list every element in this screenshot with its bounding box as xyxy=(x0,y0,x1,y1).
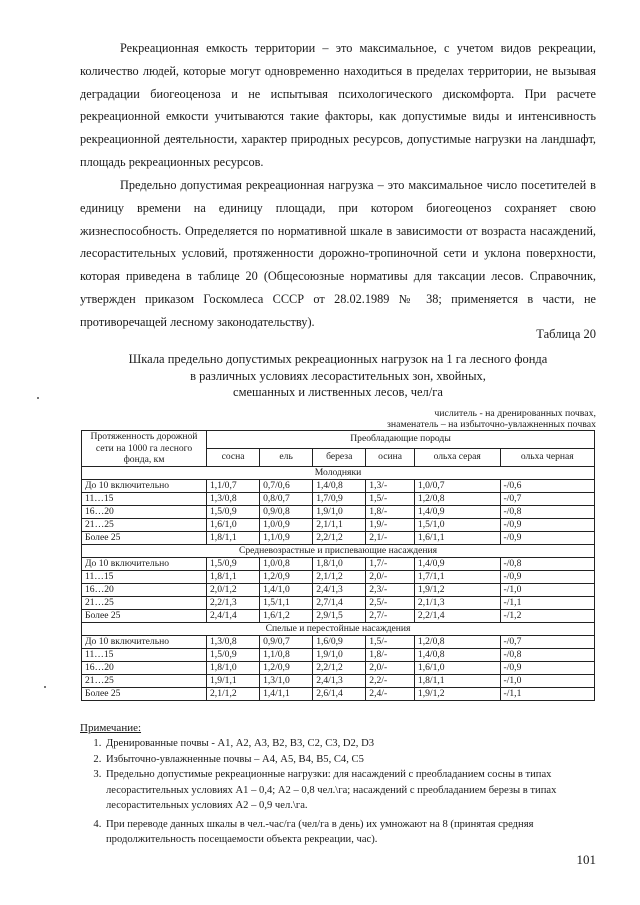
paragraph-max-recreational-load: Предельно допустимая рекреационная нагрузка – это максимальное число посетителей в единицу времени на единицу площади, при котором биогеоценоз сохраняет свою жизнеспособность. Определяется по нормативной шкале в зависимости от возраста насаждений, лесорастительных условий, протяженности дорожно-тропиночной сети и уклона поверхности, которая приведена в таблице 20 (Общесоюзные нормативы для таксации лесов. Справочник, утвержден приказом Госкомлеса СССР от 28.02.1989 № 38; применяется в части, не противоречащей лесному законодательству). xyxy=(80,178,596,329)
header-species: осина xyxy=(366,448,415,466)
load-value-cell: -/0,9 xyxy=(500,570,594,583)
load-value-cell: 2,6/1,4 xyxy=(313,687,366,700)
load-value-cell: 2,4/1,3 xyxy=(313,674,366,687)
table-label: Таблица 20 xyxy=(536,327,596,341)
load-value-cell: 1,3/0,8 xyxy=(207,635,260,648)
header-species: ель xyxy=(260,448,313,466)
note-item: 3. Предельно допустимые рекреационные нагрузки: для насаждений с преобладанием сосны в типах лесорастительных условиях А1 – 0,4; А2 – 0,8 чел.\га; насаждений с преобладанием березы в типах лесорастительных условиях А2 – 0,9 чел.\га. xyxy=(104,767,618,814)
load-value-cell: -/1,1 xyxy=(500,687,594,700)
table-row xyxy=(82,531,595,544)
header-species: ольха серая xyxy=(414,448,500,466)
load-value-cell: 2,2/1,4 xyxy=(414,609,500,622)
note-item: 1. Дренированные почвы - А1, А2, А3, В2, В3, С2, С3, D2, D3 xyxy=(104,736,618,752)
notes-list xyxy=(80,736,618,848)
load-value-cell: 1,6/1,1 xyxy=(414,531,500,544)
load-value-cell: 1,5/1,0 xyxy=(414,518,500,531)
load-value-cell: 1,8/1,1 xyxy=(207,570,260,583)
load-value-cell: 2,2/- xyxy=(366,674,415,687)
table-row xyxy=(82,635,595,648)
load-value-cell: 1,2/0,8 xyxy=(414,492,500,505)
load-value-cell: 1,6/0,9 xyxy=(313,635,366,648)
load-value-cell: -/1,1 xyxy=(500,596,594,609)
load-value-cell: 1,7/1,1 xyxy=(414,570,500,583)
load-value-cell: 2,4/1,3 xyxy=(313,583,366,596)
load-value-cell: 2,1/- xyxy=(366,531,415,544)
load-value-cell: 1,5/0,9 xyxy=(207,505,260,518)
load-value-cell: 1,4/1,0 xyxy=(260,583,313,596)
table-row xyxy=(82,674,595,687)
load-value-cell: 1,4/1,1 xyxy=(260,687,313,700)
load-value-cell: 1,8/1,0 xyxy=(207,661,260,674)
load-value-cell: 1,9/1,2 xyxy=(414,583,500,596)
load-value-cell: 2,1/1,2 xyxy=(207,687,260,700)
header-dominant-species: Преобладающие породы xyxy=(207,431,595,449)
load-value-cell: 2,7/- xyxy=(366,609,415,622)
load-value-cell: 2,0/1,2 xyxy=(207,583,260,596)
table-row xyxy=(82,557,595,570)
load-value-cell: 1,9/1,1 xyxy=(207,674,260,687)
header-road-length: Протяженность дорожной сети на 1000 га лесного фонда, км xyxy=(82,431,207,467)
load-value-cell: 1,5/- xyxy=(366,635,415,648)
load-value-cell: 2,3/- xyxy=(366,583,415,596)
road-length-cell: 16…20 xyxy=(82,505,207,518)
load-value-cell: 1,5/- xyxy=(366,492,415,505)
load-value-cell: -/0,7 xyxy=(500,635,594,648)
load-value-cell: 1,3/1,0 xyxy=(260,674,313,687)
table-row xyxy=(82,609,595,622)
load-value-cell: 1,8/1,0 xyxy=(313,557,366,570)
road-length-cell: 11…15 xyxy=(82,648,207,661)
load-value-cell: 1,3/- xyxy=(366,479,415,492)
load-value-cell: 1,0/0,7 xyxy=(414,479,500,492)
table-title-line: в различных условиях лесорастительных зон, хвойных, xyxy=(190,368,486,383)
recreational-load-table xyxy=(81,430,595,701)
load-value-cell: 1,7/0,9 xyxy=(313,492,366,505)
load-value-cell: 1,4/0,8 xyxy=(414,648,500,661)
table-title xyxy=(80,351,596,401)
load-value-cell: 2,1/1,3 xyxy=(414,596,500,609)
load-value-cell: -/0,9 xyxy=(500,518,594,531)
load-value-cell: 1,4/0,9 xyxy=(414,505,500,518)
page-number: 101 xyxy=(576,852,596,867)
scan-speck xyxy=(37,397,39,399)
road-length-cell: Более 25 xyxy=(82,531,207,544)
load-value-cell: 1,9/1,2 xyxy=(414,687,500,700)
load-value-cell: 2,4/- xyxy=(366,687,415,700)
section-title: Молодняки xyxy=(82,466,595,479)
road-length-cell: Более 25 xyxy=(82,609,207,622)
numerator-note: числитель - на дренированных почвах, xyxy=(434,408,596,419)
note-item: 4. При переводе данных шкалы в чел.-час/га (чел/га в день) их умножают на 8 (принятая средняя продолжительность посещаемости объекта рекреации, час). xyxy=(104,817,618,848)
road-length-cell: 16…20 xyxy=(82,661,207,674)
load-value-cell: 2,1/1,1 xyxy=(313,518,366,531)
load-value-cell: 2,0/- xyxy=(366,661,415,674)
load-value-cell: -/0,7 xyxy=(500,492,594,505)
table-section-row xyxy=(82,466,595,479)
load-value-cell: 0,9/0,8 xyxy=(260,505,313,518)
table-row xyxy=(82,492,595,505)
load-value-cell: 2,0/- xyxy=(366,570,415,583)
table-row xyxy=(82,648,595,661)
table-row xyxy=(82,583,595,596)
load-value-cell: -/0,6 xyxy=(500,479,594,492)
load-value-cell: -/0,9 xyxy=(500,661,594,674)
table-row xyxy=(82,687,595,700)
load-value-cell: 2,5/- xyxy=(366,596,415,609)
load-value-cell: 1,8/1,1 xyxy=(207,531,260,544)
load-value-cell: 0,7/0,6 xyxy=(260,479,313,492)
load-value-cell: 2,1/1,2 xyxy=(313,570,366,583)
road-length-cell: До 10 включительно xyxy=(82,635,207,648)
table-row xyxy=(82,661,595,674)
section-title: Спелые и перестойные насаждения xyxy=(82,622,595,635)
road-length-cell: Более 25 xyxy=(82,687,207,700)
load-value-cell: 1,8/- xyxy=(366,648,415,661)
road-length-cell: 11…15 xyxy=(82,570,207,583)
load-value-cell: 0,9/0,7 xyxy=(260,635,313,648)
note-item: 2. Избыточно-увлажненные почвы – А4, А5, В4, В5, С4, С5 xyxy=(104,752,618,768)
load-value-cell: -/0,8 xyxy=(500,505,594,518)
load-value-cell: -/0,9 xyxy=(500,531,594,544)
load-value-cell: 1,3/0,8 xyxy=(207,492,260,505)
load-value-cell: 1,2/0,9 xyxy=(260,570,313,583)
table-legend xyxy=(387,408,596,430)
load-value-cell: 1,1/0,7 xyxy=(207,479,260,492)
load-value-cell: 1,7/- xyxy=(366,557,415,570)
road-length-cell: 16…20 xyxy=(82,583,207,596)
load-value-cell: 1,6/1,2 xyxy=(260,609,313,622)
header-species: береза xyxy=(313,448,366,466)
load-value-cell: 1,5/0,9 xyxy=(207,557,260,570)
table-row xyxy=(82,505,595,518)
load-value-cell: 2,2/1,2 xyxy=(313,661,366,674)
load-value-cell: 1,8/1,1 xyxy=(414,674,500,687)
road-length-cell: 11…15 xyxy=(82,492,207,505)
table-row xyxy=(82,479,595,492)
load-value-cell: 0,8/0,7 xyxy=(260,492,313,505)
load-value-cell: -/1,0 xyxy=(500,583,594,596)
road-length-cell: 21…25 xyxy=(82,674,207,687)
header-species: ольха черная xyxy=(500,448,594,466)
header-species: сосна xyxy=(207,448,260,466)
load-value-cell: 1,5/0,9 xyxy=(207,648,260,661)
load-value-cell: 1,2/0,8 xyxy=(414,635,500,648)
table-row xyxy=(82,570,595,583)
load-value-cell: 1,8/- xyxy=(366,505,415,518)
notes-heading: Примечание: xyxy=(80,722,142,734)
load-value-cell: 1,0/0,8 xyxy=(260,557,313,570)
load-value-cell: 1,9/1,0 xyxy=(313,505,366,518)
load-value-cell: 2,7/1,4 xyxy=(313,596,366,609)
section-title: Средневозрастные и приспевающие насаждения xyxy=(82,544,595,557)
load-value-cell: -/1,2 xyxy=(500,609,594,622)
table-title-line: смешанных и лиственных лесов, чел/га xyxy=(233,385,443,399)
load-value-cell: -/1,0 xyxy=(500,674,594,687)
load-value-cell: 1,5/1,1 xyxy=(260,596,313,609)
load-value-cell: -/0,8 xyxy=(500,648,594,661)
road-length-cell: 21…25 xyxy=(82,596,207,609)
paragraph-recreational-capacity: Рекреационная емкость территории – это максимальное, с учетом видов рекреации, количество людей, которые могут одновременно находиться в пределах территории, не вызывая деградации биогеоценоза и не испытывая психологического дискомфорта. При расчете рекреационной емкости учитываются такие факторы, как допустимые виды и интенсивность рекреационной деятельности, характер природных ресурсов, допустимые нагрузки на ландшафт, площадь рекреационных ресурсов. xyxy=(80,41,596,169)
load-value-cell: 1,0/0,9 xyxy=(260,518,313,531)
scan-speck xyxy=(44,686,46,688)
load-value-cell: 1,9/- xyxy=(366,518,415,531)
denominator-note: знаменатель – на избыточно-увлажненных почвах xyxy=(387,419,596,430)
table-row xyxy=(82,518,595,531)
load-value-cell: 1,4/0,8 xyxy=(313,479,366,492)
road-length-cell: 21…25 xyxy=(82,518,207,531)
table-row xyxy=(82,596,595,609)
road-length-cell: До 10 включительно xyxy=(82,479,207,492)
load-value-cell: 1,4/0,9 xyxy=(414,557,500,570)
load-value-cell: 2,2/1,2 xyxy=(313,531,366,544)
load-value-cell: 1,1/0,8 xyxy=(260,648,313,661)
table-section-row xyxy=(82,544,595,557)
load-value-cell: 2,4/1,4 xyxy=(207,609,260,622)
load-value-cell: 2,9/1,5 xyxy=(313,609,366,622)
road-length-cell: До 10 включительно xyxy=(82,557,207,570)
load-value-cell: 1,2/0,9 xyxy=(260,661,313,674)
load-value-cell: 1,1/0,9 xyxy=(260,531,313,544)
load-value-cell: -/0,8 xyxy=(500,557,594,570)
table-section-row xyxy=(82,622,595,635)
load-value-cell: 1,6/1,0 xyxy=(414,661,500,674)
load-value-cell: 1,6/1,0 xyxy=(207,518,260,531)
table-title-line: Шкала предельно допустимых рекреационных нагрузок на 1 га лесного фонда xyxy=(128,352,548,366)
load-value-cell: 2,2/1,3 xyxy=(207,596,260,609)
load-value-cell: 1,9/1,0 xyxy=(313,648,366,661)
